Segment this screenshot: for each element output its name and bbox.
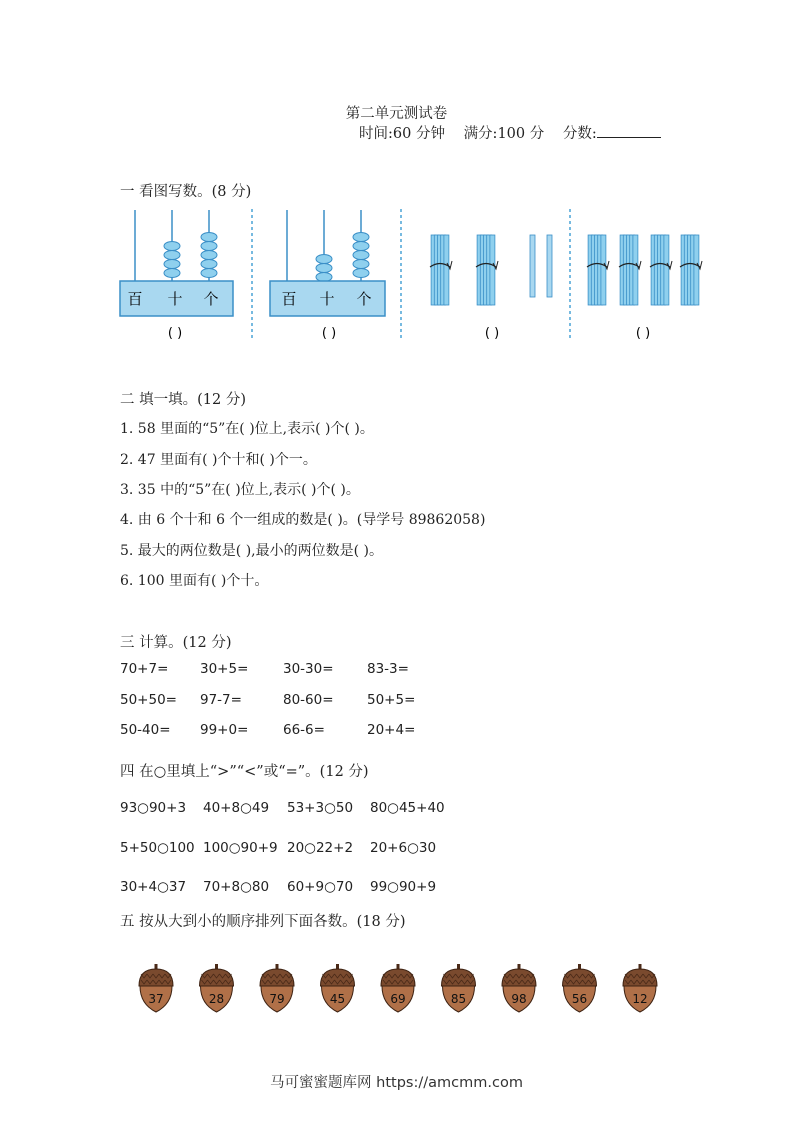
acorn-number: 85 — [450, 992, 467, 1006]
compare-item: 20○22+2 — [287, 840, 354, 856]
calc-item: 30+5= — [200, 661, 249, 677]
section-1-heading: 一 看图写数。(8 分) — [120, 184, 252, 200]
fill-item-6: 6. 100 里面有( )个十。 — [120, 573, 269, 589]
abacus-label-hundreds: 百 — [127, 290, 143, 308]
fill-item-2: 2. 47 里面有( )个十和( )个一。 — [120, 452, 317, 468]
abacus-label-ones: 个 — [356, 290, 372, 308]
compare-item: 53+3○50 — [287, 800, 354, 816]
compare-item: 60+9○70 — [287, 879, 354, 895]
single-stick — [547, 235, 552, 297]
abacus-label-ones: 个 — [203, 290, 219, 308]
acorn-number: 37 — [148, 992, 164, 1006]
compare-item: 99○90+9 — [370, 879, 437, 895]
fill-item-3: 3. 35 中的“5”在( )位上,表示( )个( )。 — [120, 482, 360, 498]
stick-bundle — [650, 235, 672, 305]
acorn — [321, 964, 355, 1012]
acorn — [260, 964, 294, 1012]
acorn-row — [130, 960, 670, 1020]
compare-item: 40+8○49 — [203, 800, 270, 816]
abacus-label-tens: 十 — [319, 290, 335, 308]
calc-item: 70+7= — [120, 661, 169, 677]
acorn — [200, 964, 234, 1012]
calc-item: 50-40= — [120, 722, 171, 738]
calc-item: 83-3= — [367, 661, 409, 677]
compare-item: 93○90+3 — [120, 800, 187, 816]
page-title: 第二单元测试卷 — [345, 106, 448, 122]
acorn-number: 28 — [208, 992, 225, 1006]
stick-bundle — [619, 235, 641, 305]
acorn-number: 98 — [511, 992, 527, 1006]
compare-item: 20+6○30 — [370, 840, 437, 856]
section-5-heading: 五 按从大到小的顺序排列下面各数。(18 分) — [120, 914, 406, 930]
compare-item: 70+8○80 — [203, 879, 270, 895]
answer-paren-2: ( ) — [321, 326, 337, 341]
counting-figures — [118, 205, 708, 345]
time-limit: 时间:60 分钟 — [359, 126, 445, 142]
acorn — [442, 964, 476, 1012]
acorn — [623, 964, 657, 1012]
acorn — [381, 964, 415, 1012]
acorn — [502, 964, 536, 1012]
stick-bundle — [587, 235, 609, 305]
stick-bundle — [680, 235, 702, 305]
stick-bundle — [430, 235, 452, 305]
full-score: 满分:100 分 — [463, 126, 545, 142]
single-stick — [530, 235, 535, 297]
calc-item: 99+0= — [200, 722, 249, 738]
compare-item: 80○45+40 — [370, 800, 445, 816]
fill-item-1: 1. 58 里面的“5”在( )位上,表示( )个( )。 — [120, 421, 374, 437]
calc-item: 50+50= — [120, 692, 177, 708]
abacus-1 — [120, 210, 233, 316]
acorn-number: 12 — [632, 992, 648, 1006]
section-2-heading: 二 填一填。(12 分) — [120, 392, 246, 408]
calc-item: 66-6= — [283, 722, 325, 738]
stick-bundle — [476, 235, 498, 305]
acorn-number: 69 — [390, 992, 406, 1006]
abacus-label-tens: 十 — [167, 290, 183, 308]
calc-item: 80-60= — [283, 692, 334, 708]
acorn-number: 45 — [329, 992, 346, 1006]
compare-item: 30+4○37 — [120, 879, 187, 895]
section-4-heading: 四 在○里填上“>”“<”或“=”。(12 分) — [120, 764, 369, 780]
answer-paren-3: ( ) — [484, 326, 500, 341]
abacus-label-hundreds: 百 — [281, 290, 297, 308]
compare-item: 100○90+9 — [203, 840, 278, 856]
fill-item-5: 5. 最大的两位数是( ),最小的两位数是( )。 — [120, 543, 384, 559]
acorn — [139, 964, 173, 1012]
section-3-heading: 三 计算。(12 分) — [120, 635, 232, 651]
footer-watermark: 马可蜜蜜题库网 https://amcmm.com — [270, 1075, 523, 1091]
exam-meta — [359, 122, 675, 143]
fill-item-4: 4. 由 6 个十和 6 个一组成的数是( )。(导学号 89862058) — [120, 512, 486, 528]
calc-item: 30-30= — [283, 661, 334, 677]
acorn-number: 56 — [571, 992, 588, 1006]
calc-item: 50+5= — [367, 692, 416, 708]
score-label: 分数: — [562, 126, 597, 142]
stick-bundles — [430, 235, 702, 305]
acorn-number: 79 — [269, 992, 285, 1006]
answer-paren-4: ( ) — [635, 326, 651, 341]
answer-paren-1: ( ) — [167, 326, 183, 341]
calc-item: 97-7= — [200, 692, 242, 708]
compare-item: 5+50○100 — [120, 840, 195, 856]
acorn — [563, 964, 597, 1012]
score-blank[interactable] — [597, 123, 661, 138]
abacus-2 — [270, 210, 385, 316]
calc-item: 20+4= — [367, 722, 416, 738]
